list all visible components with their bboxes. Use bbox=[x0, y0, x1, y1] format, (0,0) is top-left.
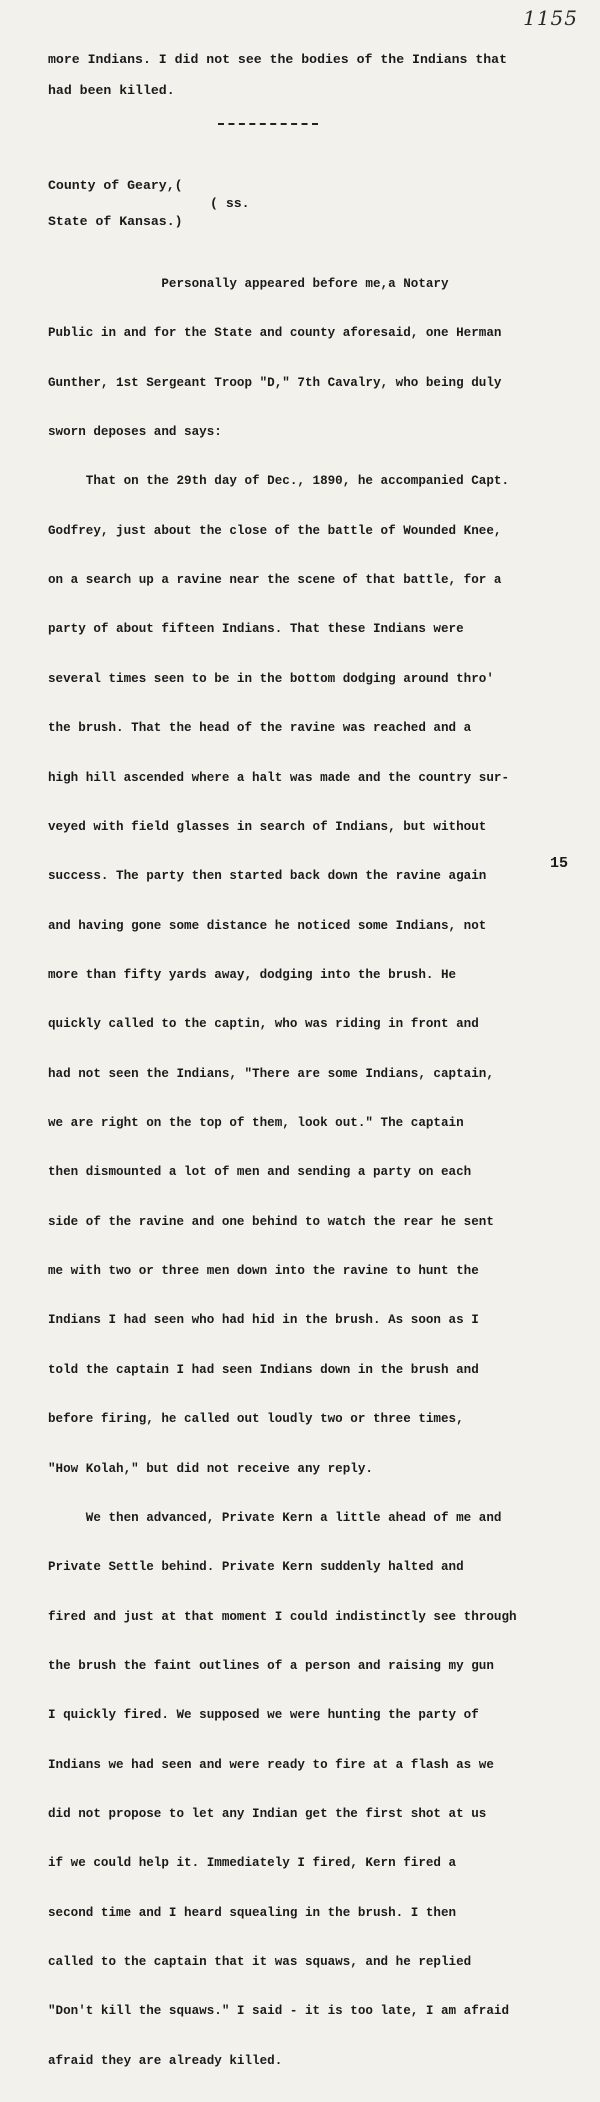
body-line: sworn deposes and says: bbox=[48, 424, 222, 439]
body-line: did not propose to let any Indian get the first shot at us bbox=[48, 1807, 487, 1822]
body-line: side of the ravine and one behind to watch the rear he sent bbox=[48, 1214, 494, 1229]
body-line: before firing, he called out loudly two or three times, bbox=[48, 1412, 464, 1427]
body-line: the brush. That the head of the ravine was reached and a bbox=[48, 721, 472, 736]
body-line: quickly called to the captin, who was riding in front and bbox=[48, 1017, 479, 1032]
body-line: the brush the faint outlines of a person and raising my gun bbox=[48, 1658, 494, 1673]
body-line: then dismounted a lot of men and sending a party on each bbox=[48, 1165, 472, 1180]
body-line: Gunther, 1st Sergeant Troop "D," 7th Cavalry, who being duly bbox=[48, 375, 502, 390]
body-line: fired and just at that moment I could indistinctly see through bbox=[48, 1609, 517, 1624]
body-line: That on the 29th day of Dec., 1890, he accompanied Capt. bbox=[48, 474, 510, 489]
body-line: if we could help it. Immediately I fired, Kern fired a bbox=[48, 1856, 457, 1871]
body-line: "Don't kill the squaws." I said - it is too late, I am afraid bbox=[48, 2004, 510, 2019]
body-line: Indians I had seen who had hid in the brush. As soon as I bbox=[48, 1313, 479, 1328]
body-line: "How Kolah," but did not receive any reply. bbox=[48, 1461, 373, 1476]
body-line: We then advanced, Private Kern a little ahead of me and bbox=[48, 1510, 502, 1525]
body-line: we are right on the top of them, look out." The captain bbox=[48, 1116, 464, 1131]
body-line: high hill ascended where a halt was made and the country sur- bbox=[48, 770, 510, 785]
body-line: on a search up a ravine near the scene of that battle, for a bbox=[48, 573, 502, 588]
body-line: and having gone some distance he noticed some Indians, not bbox=[48, 918, 487, 933]
body-line: I quickly fired. We supposed we were hunting the party of bbox=[48, 1708, 479, 1723]
body-line: several times seen to be in the bottom dodging around thro' bbox=[48, 671, 494, 686]
body-line: called to the captain that it was squaws, and he replied bbox=[48, 1955, 472, 1970]
venue-county: County of Geary,( bbox=[48, 178, 183, 193]
venue-ss: ( ss. bbox=[210, 196, 250, 211]
affidavit-body bbox=[48, 243, 568, 2102]
page-number: 15 bbox=[549, 855, 568, 872]
body-line: had not seen the Indians, "There are some Indians, captain, bbox=[48, 1066, 494, 1081]
dashed-rule bbox=[218, 123, 318, 125]
body-line: Personally appeared before me,a Notary bbox=[48, 276, 449, 291]
body-line: more than fifty yards away, dodging into the brush. He bbox=[48, 967, 457, 982]
body-line: Godfrey, just about the close of the battle of Wounded Knee, bbox=[48, 523, 502, 538]
body-line: Private Settle behind. Private Kern suddenly halted and bbox=[48, 1560, 464, 1575]
handwritten-page-number: 1155 bbox=[523, 6, 578, 30]
body-line: told the captain I had seen Indians down in the brush and bbox=[48, 1362, 479, 1377]
body-line: Indians we had seen and were ready to fire at a flash as we bbox=[48, 1757, 494, 1772]
top-line-2: had been killed. bbox=[48, 83, 175, 98]
body-line: veyed with field glasses in search of Indians, but without bbox=[48, 819, 487, 834]
body-line: Public in and for the State and county aforesaid, one Herman bbox=[48, 326, 502, 341]
venue-state: State of Kansas.) bbox=[48, 214, 183, 229]
body-line: afraid they are already killed. bbox=[48, 2053, 283, 2068]
body-line: party of about fifteen Indians. That these Indians were bbox=[48, 622, 464, 637]
body-line: me with two or three men down into the ravine to hunt the bbox=[48, 1264, 479, 1279]
top-line-1: more Indians. I did not see the bodies of the Indians that bbox=[48, 52, 507, 67]
body-line: success. The party then started back down the ravine again bbox=[48, 869, 487, 884]
body-line: second time and I heard squealing in the brush. I then bbox=[48, 1905, 457, 1920]
